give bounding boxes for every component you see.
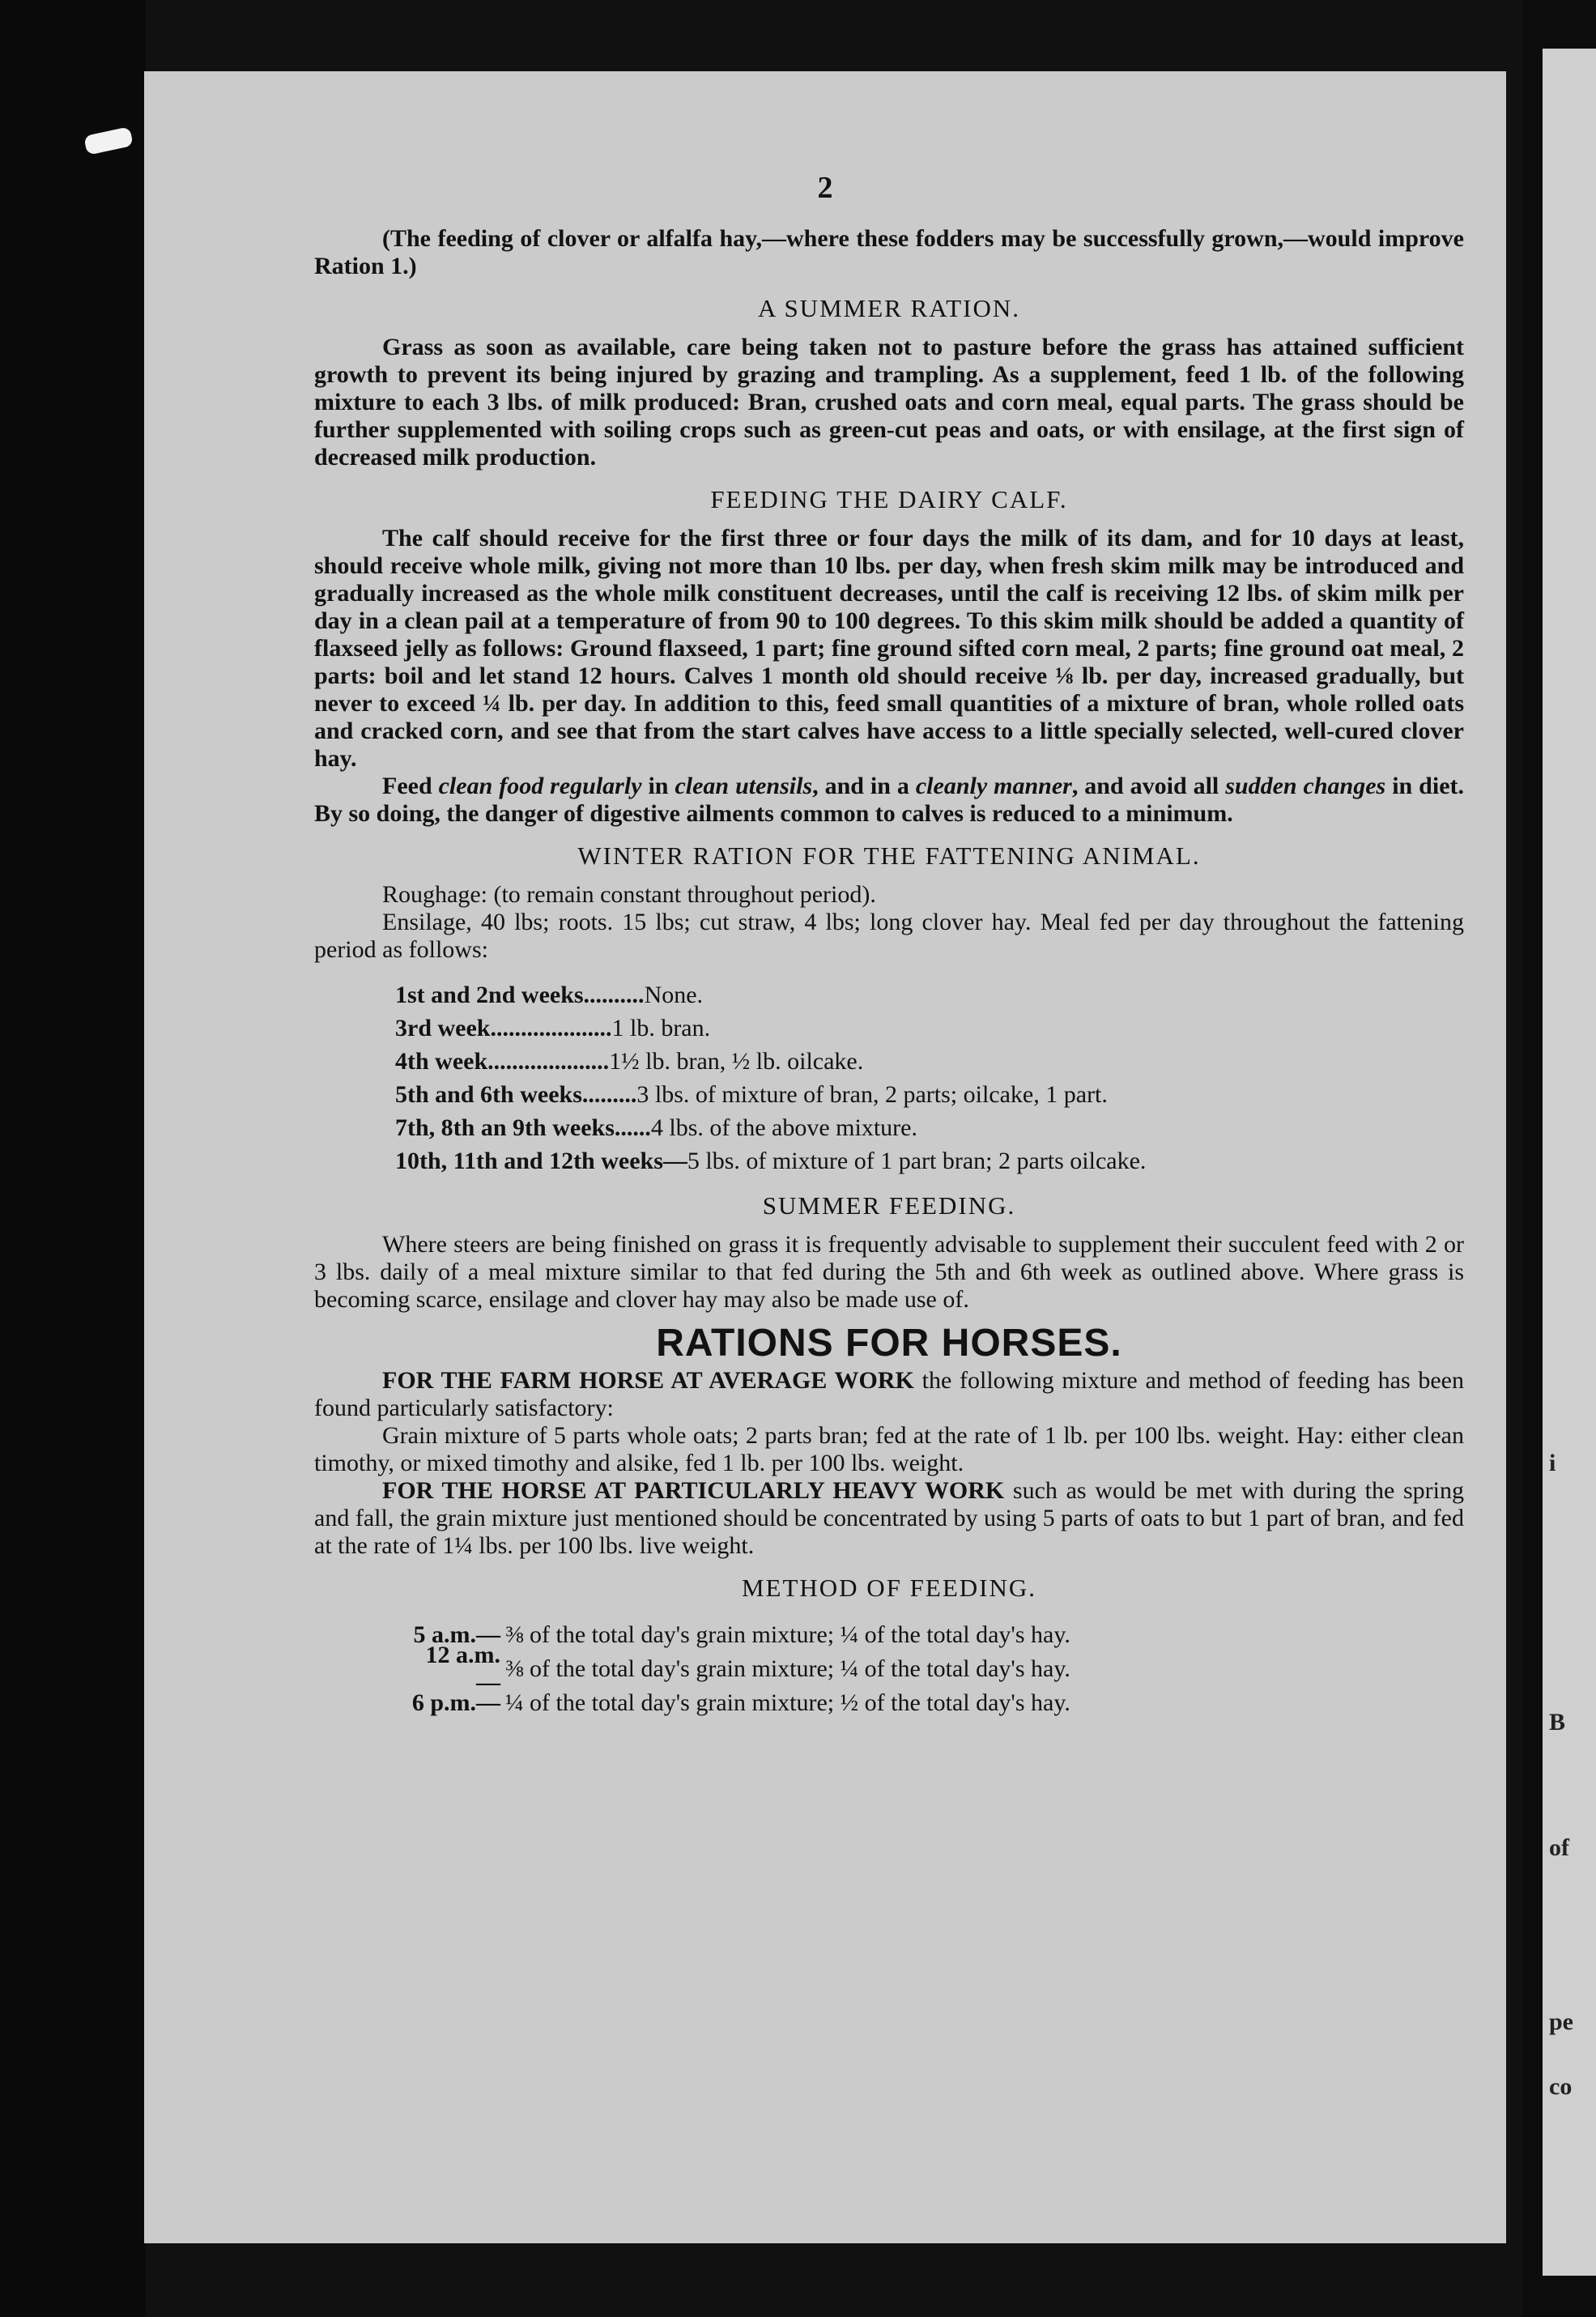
advice-text: in diet. By so doing, the danger of digestive ailments common to calves is reduced to a minimum. bbox=[314, 773, 1464, 827]
schedule-weeks: 5th and 6th weeks......... bbox=[395, 1080, 637, 1108]
schedule-ration: 1½ lb. bran, ½ lb. oilcake. bbox=[609, 1047, 864, 1075]
feeding-time: 5 a.m.— bbox=[413, 1621, 500, 1648]
summer-ration-heading: A SUMMER RATION. bbox=[758, 294, 1020, 322]
heavy-work-paragraph bbox=[314, 1477, 1464, 1560]
method-heading: METHOD OF FEEDING. bbox=[741, 1574, 1037, 1602]
feeding-text: ⅜ of the total day's grain mixture; ¼ of the total day's hay. bbox=[505, 1621, 1070, 1648]
schedule-weeks: 1st and 2nd weeks.......... bbox=[395, 981, 645, 1008]
dairy-calf-advice bbox=[314, 773, 1464, 828]
adjacent-page-fragment: i bbox=[1549, 1450, 1556, 1476]
advice-text: Feed bbox=[382, 773, 439, 799]
page-number: 2 bbox=[817, 171, 833, 205]
fattening-schedule bbox=[395, 978, 1464, 1178]
feeding-text: ¼ of the total day's grain mixture; ½ of the total day's hay. bbox=[505, 1689, 1070, 1716]
schedule-ration: 5 lbs. of mixture of 1 part bran; 2 parts oilcake. bbox=[687, 1147, 1147, 1174]
page-content bbox=[314, 225, 1464, 1720]
advice-emphasis: sudden changes bbox=[1225, 773, 1386, 799]
schedule-row bbox=[395, 1045, 1464, 1078]
feeding-times bbox=[411, 1618, 1464, 1720]
average-work-lead: FOR THE FARM HORSE AT AVERAGE WORK bbox=[382, 1367, 914, 1394]
feeding-row bbox=[411, 1642, 1464, 1696]
schedule-ration: None. bbox=[644, 981, 704, 1008]
schedule-row bbox=[395, 1111, 1464, 1144]
advice-emphasis: clean food regularly bbox=[438, 773, 642, 799]
roughage-line: Roughage: (to remain constant throughout period). bbox=[382, 881, 876, 908]
advice-emphasis: cleanly manner bbox=[915, 773, 1072, 799]
adjacent-page-fragment: B bbox=[1549, 1709, 1566, 1736]
schedule-row bbox=[395, 1078, 1464, 1111]
schedule-weeks: 3rd week.................... bbox=[395, 1014, 612, 1041]
summer-ration-text: Grass as soon as available, care being taken not to pasture before the grass has attained sufficient growth to prevent its being injured by grazing and trampling. As a supplement, feed 1 lb. of the following mixture to each 3 lbs. of milk produced: Bran, crushed oats and corn meal, equal parts. The grass should be further supplemented with soiling crops such as green-cut peas and oats, or with ensilage, at the first sign of decreased milk production. bbox=[314, 334, 1464, 471]
heavy-work-text: such as would be met with during the spring and fall, the grain mixture just mentioned should be concentrated by using 5 parts of oats to but 1 part of bran, and fed at the rate of 1¼ lbs. per 100 lbs. live weight. bbox=[314, 1477, 1465, 1559]
schedule-weeks: 10th, 11th and 12th weeks— bbox=[395, 1147, 687, 1174]
schedule-row bbox=[395, 978, 1464, 1012]
advice-text: , and avoid all bbox=[1071, 773, 1226, 799]
schedule-weeks: 4th week.................... bbox=[395, 1047, 610, 1075]
adjacent-page-fragment: pe bbox=[1549, 2008, 1573, 2035]
schedule-ration: 4 lbs. of the above mixture. bbox=[650, 1114, 917, 1141]
horses-heading: RATIONS FOR HORSES. bbox=[656, 1322, 1122, 1365]
advice-text: , and in a bbox=[812, 773, 916, 799]
dairy-calf-paragraph: The calf should receive for the first three or four days the milk of its dam, and for 10 days at least, should receive whole milk, giving not more than 10 lbs. per day, when fresh skim milk may be introduced and gradually increased as the whole milk constituent decreases, until the calf is receiving 12 lbs. of skim milk per day in a clean pail at a temperature of from 90 to 100 degrees. To this skim milk should be added a quantity of flaxseed jelly as follows: Ground flaxseed, 1 part; fine ground sifted corn meal, 2 parts; fine ground oat meal, 2 parts: boil and let stand 12 hours. Calves 1 month old should receive ⅛ lb. per day, increased gradually, but never to exceed ¼ lb. per day. In addition to this, feed small quantities of a mixture of bran, whole rolled oats and cracked corn, and see that from the start calves have access to a little specially selected, well-cured clover hay. bbox=[314, 525, 1464, 772]
ensilage-line: Ensilage, 40 lbs; roots. 15 lbs; cut straw, 4 lbs; long clover hay. Meal fed per day throughout the fattening period as follows: bbox=[314, 909, 1464, 963]
schedule-row bbox=[395, 1012, 1464, 1045]
average-work-text: the following mixture and method of feeding has been found particularly satisfactory: bbox=[314, 1367, 1464, 1421]
adjacent-page-edge bbox=[1543, 49, 1596, 2276]
feeding-text: ⅜ of the total day's grain mixture; ¼ of the total day's hay. bbox=[505, 1655, 1070, 1682]
feeding-row bbox=[411, 1686, 1464, 1720]
document-page bbox=[144, 71, 1506, 2243]
schedule-weeks: 7th, 8th an 9th weeks...... bbox=[395, 1114, 651, 1141]
adjacent-page-fragment: of bbox=[1549, 1834, 1569, 1861]
schedule-ration: 1 lb. bran. bbox=[611, 1014, 711, 1041]
advice-text: in bbox=[641, 773, 675, 799]
advice-emphasis: clean utensils bbox=[675, 773, 813, 799]
heavy-work-lead: FOR THE HORSE AT PARTICULARLY HEAVY WORK bbox=[382, 1477, 1005, 1504]
average-work-paragraph bbox=[314, 1367, 1464, 1422]
schedule-row bbox=[395, 1144, 1464, 1178]
dairy-calf-heading: FEEDING THE DAIRY CALF. bbox=[710, 485, 1068, 513]
adjacent-page-fragment: co bbox=[1549, 2073, 1573, 2100]
feeding-row bbox=[411, 1618, 1464, 1652]
summer-feeding-heading: SUMMER FEEDING. bbox=[762, 1191, 1016, 1220]
summer-feeding-text: Where steers are being finished on grass it is frequently advisable to supplement their succulent feed with 2 or 3 lbs. daily of a meal mixture similar to that fed during the 5th and 6th week as outlined above. Where grass is becoming scarce, ensilage and clover hay may also be made use of. bbox=[314, 1231, 1464, 1313]
grain-mixture-text: Grain mixture of 5 parts whole oats; 2 parts bran; fed at the rate of 1 lb. per 100 lbs. weight. Hay: either clean timothy, or mixed timothy and alsike, fed 1 lb. per 100 lbs. weight. bbox=[314, 1422, 1464, 1476]
winter-ration-heading: WINTER RATION FOR THE FATTENING ANIMAL. bbox=[577, 841, 1201, 870]
scan-border-left bbox=[0, 0, 146, 2317]
schedule-ration: 3 lbs. of mixture of bran, 2 parts; oilcake, 1 part. bbox=[636, 1080, 1108, 1108]
feeding-time: 12 a.m.— bbox=[425, 1642, 500, 1696]
intro-note: (The feeding of clover or alfalfa hay,—where these fodders may be successfully grown,—would improve Ration 1.) bbox=[314, 225, 1464, 279]
feeding-time: 6 p.m.— bbox=[411, 1689, 500, 1716]
